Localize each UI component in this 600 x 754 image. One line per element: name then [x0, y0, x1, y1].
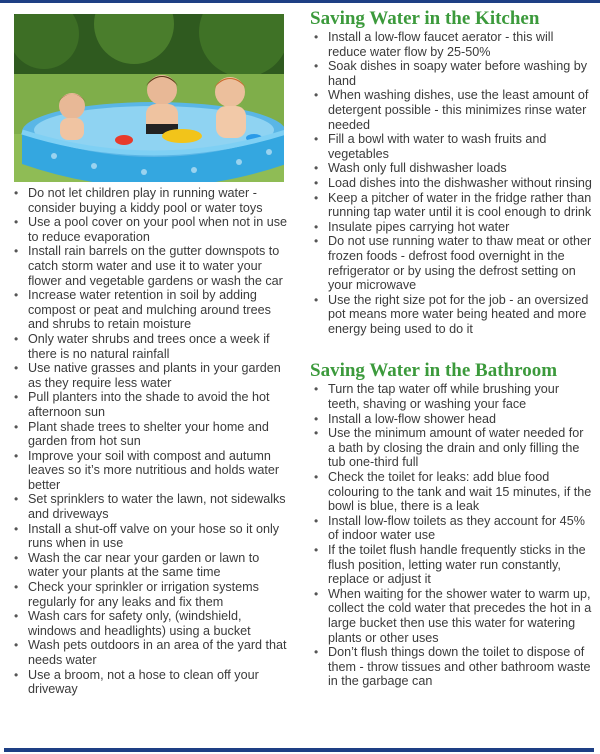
kiddy-pool-photo [14, 14, 284, 182]
bottom-rule [4, 748, 594, 752]
list-item: • Use a pool cover on your pool when not in use to reduce evaporation [10, 215, 292, 244]
bathroom-tips-list [310, 382, 592, 688]
top-rule [0, 0, 600, 3]
list-item: • Install rain barrels on the gutter downspots to catch storm water and use it to water your flower and vegetable gardens or wash the car [10, 244, 292, 288]
outdoor-tips-list [10, 186, 292, 697]
list-item: • Do not use running water to thaw meat or other frozen foods - defrost food overnight in the refrigerator or by using the defrost setting on your microwave [310, 234, 592, 292]
list-item: • When waiting for the shower water to warm up, collect the cold water that precedes the hot in a large bucket then use this water for watering plants or other uses [310, 587, 592, 645]
list-item: • Install a low-flow faucet aerator - this will reduce water flow by 25-50% [310, 30, 592, 59]
list-item: • Wash the car near your garden or lawn to water your plants at the same time [10, 551, 292, 580]
list-item: • Check the toilet for leaks: add blue food colouring to the tank and wait 15 minutes, if the bowl is blue, there is a leak [310, 470, 592, 514]
section-spacer [310, 336, 592, 360]
list-item: • Fill a bowl with water to wash fruits and vegetables [310, 132, 592, 161]
list-item: • Use a broom, not a hose to clean off your driveway [10, 668, 292, 697]
list-item: • Set sprinklers to water the lawn, not sidewalks and driveways [10, 492, 292, 521]
outdoor-tips-column [10, 186, 292, 697]
indoor-tips-column [310, 8, 592, 689]
list-item: • Plant shade trees to shelter your home and garden from hot sun [10, 420, 292, 449]
list-item: • Use the minimum amount of water needed for a bath by closing the drain and only filling the tub one-third full [310, 426, 592, 470]
list-item: • Only water shrubs and trees once a week if there is no natural rainfall [10, 332, 292, 361]
list-item: • Install low-flow toilets as they account for 45% of indoor water use [310, 514, 592, 543]
list-item: • Use native grasses and plants in your garden as they require less water [10, 361, 292, 390]
list-item: • Wash only full dishwasher loads [310, 161, 592, 176]
list-item: • When washing dishes, use the least amount of detergent possible - this minimizes rinse water needed [310, 88, 592, 132]
bathroom-heading: Saving Water in the Bathroom [310, 360, 558, 382]
list-item: • Soak dishes in soapy water before washing by hand [310, 59, 592, 88]
list-item: • Improve your soil with compost and autumn leaves so it’s more nutritious and holds water better [10, 449, 292, 493]
list-item: • Use the right size pot for the job - an oversized pot means more water being heated and more energy being used to do it [310, 293, 592, 337]
list-item: • Turn the tap water off while brushing your teeth, shaving or washing your face [310, 382, 592, 411]
list-item: • Wash cars for safety only, (windshield, windows and headlights) using a bucket [10, 609, 292, 638]
list-item: • Wash pets outdoors in an area of the yard that needs water [10, 638, 292, 667]
list-item: • Check your sprinkler or irrigation systems regularly for any leaks and fix them [10, 580, 292, 609]
list-item: • Don’t flush things down the toilet to dispose of them - throw tissues and other bathroom waste in the garbage can [310, 645, 592, 689]
list-item: • Insulate pipes carrying hot water [310, 220, 592, 235]
list-item: • If the toilet flush handle frequently sticks in the flush position, letting water run constantly, replace or adjust it [310, 543, 592, 587]
list-item: • Pull planters into the shade to avoid the hot afternoon sun [10, 390, 292, 419]
list-item: • Install a shut-off valve on your hose so it only runs when in use [10, 522, 292, 551]
list-item: • Increase water retention in soil by adding compost or peat and mulching around trees and shrubs to retain moisture [10, 288, 292, 332]
list-item: • Keep a pitcher of water in the fridge rather than running tap water until it is cool enough to drink [310, 191, 592, 220]
list-item: • Load dishes into the dishwasher without rinsing [310, 176, 592, 191]
list-item: • Install a low-flow shower head [310, 412, 592, 427]
kitchen-heading: Saving Water in the Kitchen [310, 8, 540, 29]
kitchen-tips-list [310, 30, 592, 336]
list-item: • Do not let children play in running water - consider buying a kiddy pool or water toys [10, 186, 292, 215]
